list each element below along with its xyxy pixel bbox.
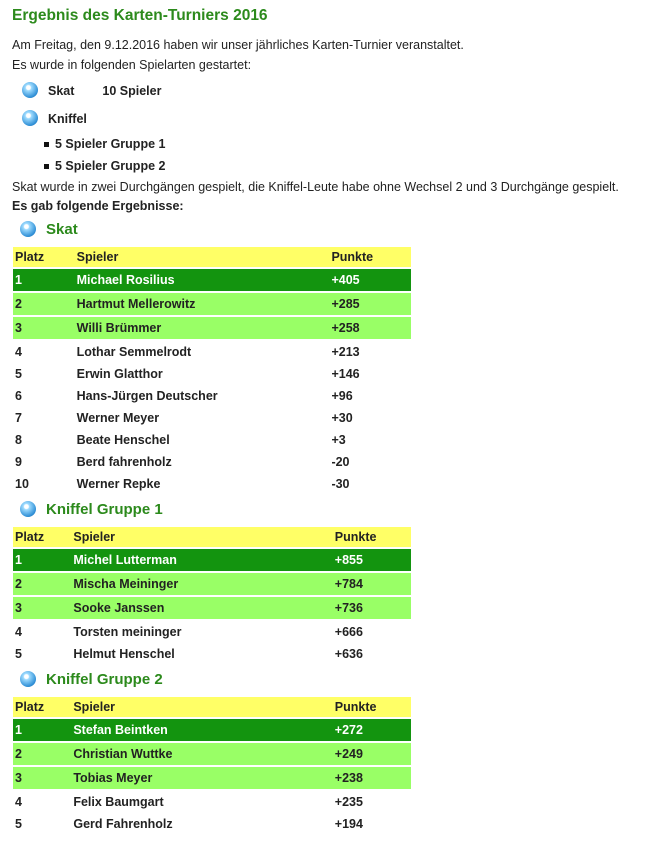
table-header-row	[13, 247, 411, 268]
results-sections	[12, 215, 650, 835]
cell-player: Lothar Semmelrodt	[75, 340, 330, 363]
list-item	[44, 133, 650, 155]
cell-player: Felix Baumgart	[71, 790, 332, 813]
blue-orb-icon	[20, 221, 36, 237]
table-row	[13, 407, 411, 429]
square-bullet-icon	[44, 142, 49, 147]
game-type-list	[22, 77, 650, 133]
section-heading-text: Kniffel Gruppe 1	[46, 501, 163, 518]
table-row	[13, 596, 411, 620]
table-row	[13, 292, 411, 316]
cell-rank: 4	[13, 340, 75, 363]
table-row	[13, 742, 411, 766]
table-row	[13, 316, 411, 340]
column-header-rank: Platz	[13, 527, 71, 548]
section-heading	[20, 665, 650, 694]
column-header-points: Punkte	[333, 697, 411, 718]
table-row	[13, 790, 411, 813]
game-type-detail: 10 Spieler	[102, 84, 162, 98]
cell-points: +238	[333, 766, 411, 790]
table-row	[13, 813, 411, 835]
cell-player: Gerd Fahrenholz	[71, 813, 332, 835]
cell-player: Hans-Jürgen Deutscher	[75, 385, 330, 407]
description-text: Skat wurde in zwei Durchgängen gespielt, die Kniffel-Leute habe ohne Wechsel 2 und 3 Durchgänge gespielt.	[12, 180, 619, 194]
cell-points: +258	[329, 316, 411, 340]
cell-points: +213	[329, 340, 411, 363]
table-row	[13, 766, 411, 790]
cell-rank: 3	[13, 596, 71, 620]
table-row	[13, 363, 411, 385]
cell-player: Torsten meininger	[71, 620, 332, 643]
cell-player: Berd fahrenholz	[75, 451, 330, 473]
cell-player: Mischa Meininger	[71, 572, 332, 596]
results-table	[13, 527, 411, 665]
cell-rank: 1	[13, 718, 71, 742]
table-row	[13, 718, 411, 742]
table-row	[13, 451, 411, 473]
cell-player: Werner Meyer	[75, 407, 330, 429]
cell-rank: 3	[13, 316, 75, 340]
intro-text: Am Freitag, den 9.12.2016 haben wir unser jährliches Karten-Turnier veranstaltet.	[12, 38, 464, 52]
cell-points: +855	[333, 548, 411, 572]
cell-rank: 4	[13, 790, 71, 813]
section-heading-text: Skat	[46, 221, 78, 238]
group-label: 5 Spieler Gruppe 2	[55, 159, 166, 173]
cell-player: Willi Brümmer	[75, 316, 330, 340]
results-table	[13, 697, 411, 835]
cell-rank: 2	[13, 742, 71, 766]
blue-orb-icon	[20, 501, 36, 517]
cell-points: +235	[333, 790, 411, 813]
column-header-points: Punkte	[333, 527, 411, 548]
table-row	[13, 548, 411, 572]
cell-points: +285	[329, 292, 411, 316]
cell-points: -20	[329, 451, 411, 473]
section-heading-text: Kniffel Gruppe 2	[46, 671, 163, 688]
cell-rank: 7	[13, 407, 75, 429]
table-row	[13, 473, 411, 495]
table-row	[13, 429, 411, 451]
game-type-name: Skat	[48, 84, 75, 98]
cell-player: Michel Lutterman	[71, 548, 332, 572]
cell-points: +405	[329, 268, 411, 292]
blue-orb-icon	[22, 110, 38, 126]
table-row	[13, 572, 411, 596]
cell-points: +666	[333, 620, 411, 643]
list-item	[22, 77, 650, 105]
cell-rank: 2	[13, 292, 75, 316]
cell-rank: 6	[13, 385, 75, 407]
cell-points: +96	[329, 385, 411, 407]
cell-player: Christian Wuttke	[71, 742, 332, 766]
cell-points: +249	[333, 742, 411, 766]
cell-rank: 3	[13, 766, 71, 790]
cell-points: +272	[333, 718, 411, 742]
cell-rank: 5	[13, 363, 75, 385]
column-header-rank: Platz	[13, 697, 71, 718]
column-header-player: Spieler	[75, 247, 330, 268]
cell-rank: 5	[13, 643, 71, 665]
table-header-row	[13, 697, 411, 718]
cell-rank: 1	[13, 268, 75, 292]
results-table	[13, 247, 411, 495]
section-heading	[20, 215, 650, 244]
column-header-points: Punkte	[329, 247, 411, 268]
kniffel-group-list	[44, 133, 650, 177]
cell-player: Werner Repke	[75, 473, 330, 495]
cell-points: +736	[333, 596, 411, 620]
blue-orb-icon	[22, 82, 38, 98]
cell-points: +194	[333, 813, 411, 835]
blue-orb-icon	[20, 671, 36, 687]
table-row	[13, 620, 411, 643]
page-title: Ergebnis des Karten-Turniers 2016	[12, 7, 268, 24]
cell-rank: 1	[13, 548, 71, 572]
column-header-player: Spieler	[71, 527, 332, 548]
cell-points: +146	[329, 363, 411, 385]
square-bullet-icon	[44, 164, 49, 169]
cell-points: -30	[329, 473, 411, 495]
table-row	[13, 340, 411, 363]
cell-player: Hartmut Mellerowitz	[75, 292, 330, 316]
cell-player: Tobias Meyer	[71, 766, 332, 790]
cell-player: Erwin Glatthor	[75, 363, 330, 385]
results-intro: Es gab folgende Ergebnisse:	[12, 199, 184, 213]
intro-text-2: Es wurde in folgenden Spielarten gestartet:	[12, 58, 252, 72]
cell-player: Stefan Beintken	[71, 718, 332, 742]
cell-points: +636	[333, 643, 411, 665]
cell-rank: 2	[13, 572, 71, 596]
cell-rank: 4	[13, 620, 71, 643]
table-row	[13, 268, 411, 292]
cell-player: Beate Henschel	[75, 429, 330, 451]
cell-player: Helmut Henschel	[71, 643, 332, 665]
column-header-player: Spieler	[71, 697, 332, 718]
cell-rank: 8	[13, 429, 75, 451]
cell-points: +3	[329, 429, 411, 451]
cell-player: Michael Rosilius	[75, 268, 330, 292]
cell-rank: 10	[13, 473, 75, 495]
group-label: 5 Spieler Gruppe 1	[55, 137, 166, 151]
cell-rank: 9	[13, 451, 75, 473]
cell-player: Sooke Janssen	[71, 596, 332, 620]
column-header-rank: Platz	[13, 247, 75, 268]
section-heading	[20, 495, 650, 524]
list-item	[22, 105, 650, 133]
cell-points: +784	[333, 572, 411, 596]
cell-rank: 5	[13, 813, 71, 835]
table-row	[13, 643, 411, 665]
table-row	[13, 385, 411, 407]
table-header-row	[13, 527, 411, 548]
list-item	[44, 155, 650, 177]
cell-points: +30	[329, 407, 411, 429]
game-type-name: Kniffel	[48, 112, 87, 126]
